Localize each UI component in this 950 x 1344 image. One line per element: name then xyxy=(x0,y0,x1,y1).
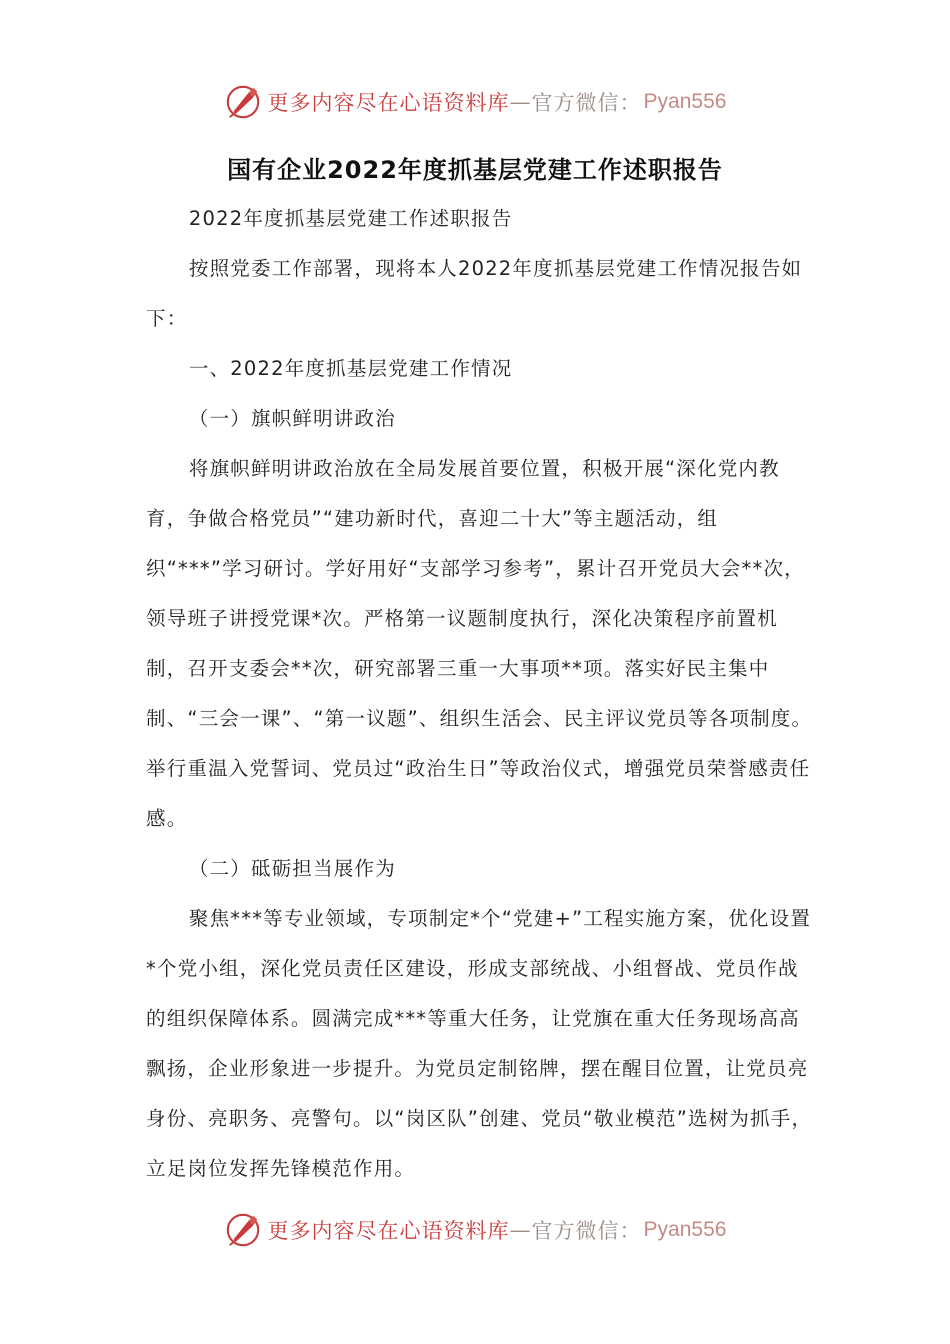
body-paragraph: 将旗帜鲜明讲政治放在全局发展首要位置，积极开展“深化党内教育，争做合格党员”“建功新时代，喜迎二十大”等主题活动，组织“***”学习研讨。学好用好“支部学习参考”，累计召开党员大会**次，领导班子讲授党课*次。严格第一议题制度执行，深化决策程序前置机制，召开支委会**次，研究部署三重一大事项**项。落实好民主集中制、“三会一课”、“第一议题”、组织生活会、民主评议党员等各项制度。举行重温入党誓词、党员过“政治生日”等政治仪式，增强党员荣誉感责任感。 xyxy=(146,457,813,830)
watermark-dash: — xyxy=(509,90,532,114)
body-paragraph: 聚焦***等专业领域，专项制定*个“党建+”工程实施方案，优化设置*个党小组，深化党员责任区建设，形成支部统战、小组督战、党员作战的组织保障体系。圆满完成***等重大任务，让党旗在重大任务现场高高飘扬，企业形象进一步提升。为党员定制铭牌，摆在醒目位置，让党员亮身份、亮职务、亮警句。以“岗区队”创建、党员“敬业模范”选树为抓手，立足岗位发挥先锋模范作用。 xyxy=(146,907,813,1180)
intro-paragraph: 按照党委工作部署，现将本人2022年度抓基层党建工作情况报告如下： xyxy=(146,257,803,330)
document-body xyxy=(146,194,814,1194)
watermark-brand-text: 更多内容尽在心语资料库 xyxy=(267,91,510,115)
pen-nib-logo-icon xyxy=(224,1211,262,1249)
section-heading: 一、2022年度抓基层党建工作情况 xyxy=(188,357,513,380)
watermark-official-text: 官方微信： xyxy=(531,91,642,115)
subsection-heading: （二）砥砺担当展作为 xyxy=(188,857,396,880)
subsection-heading: （一）旗帜鲜明讲政治 xyxy=(188,407,396,430)
watermark-banner-top xyxy=(0,80,950,124)
watermark-banner-bottom xyxy=(0,1208,950,1252)
document-title: 国有企业2022年度抓基层党建工作述职报告 xyxy=(227,156,723,184)
subtitle-paragraph: 2022年度抓基层党建工作述职报告 xyxy=(188,207,513,230)
watermark-official-text: 官方微信： xyxy=(531,1219,642,1243)
watermark-wechat-id: Pyan556 xyxy=(643,90,727,113)
watermark-wechat-id: Pyan556 xyxy=(643,1218,727,1241)
watermark-brand-text: 更多内容尽在心语资料库 xyxy=(267,1219,510,1243)
pen-nib-logo-icon xyxy=(224,83,262,121)
watermark-dash: — xyxy=(509,1218,532,1242)
